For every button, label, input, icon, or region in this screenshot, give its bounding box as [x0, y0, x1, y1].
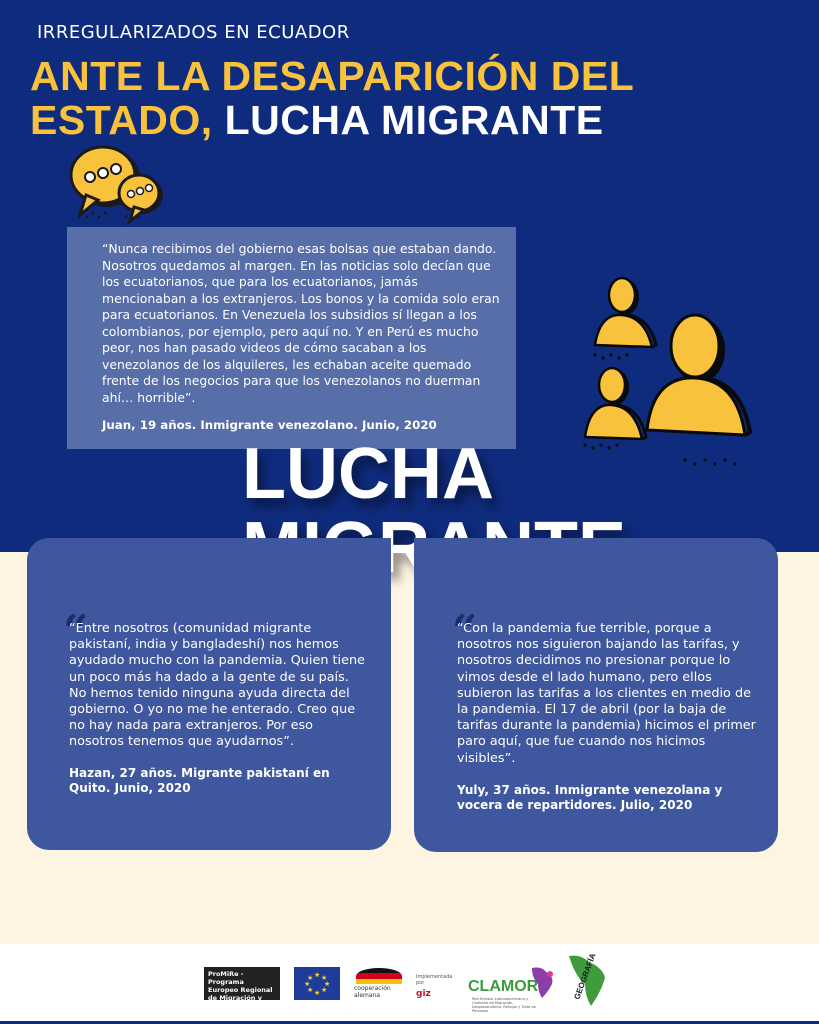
geografia-logo	[565, 952, 615, 1010]
card-left-text: “Entre nosotros (comunidad migrante pakistaní, india y bangladeshí) nos hemos ayudado mucho con la pandemia. Quien tiene un poco más ha dado a la gente de su país. No hemos tenido ninguna ayuda directa del gobierno. O yo no me he enterado. Creo que no hay nada para extranjeros. Por eso nosotros tenemos que ayudarnos”.	[69, 621, 365, 750]
big-title-line1: LUCHA	[242, 434, 494, 514]
quote-card-left	[27, 538, 391, 850]
card-right-author: Yuly, 37 años. Inmigrante venezolana y vocera de repartidores. Julio, 2020	[457, 783, 723, 812]
latin-america-map-icon	[565, 952, 615, 1010]
giz-small-text: Implementada por	[416, 974, 453, 986]
german-flag-icon	[356, 968, 402, 984]
card-right-text: “Con la pandemia fue terrible, porque a nosotros nos siguieron bajando las tarifas, y nosotros decidimos no presionar porque lo vimos desde el lado humano, pero ellos subieron las tarifas a los clientes en medio de la pandemia. El 17 de abril (por la baja de tarifas durante la pandemia) hicimos el primer paro aquí, que fue cuando nos hicimos visibles”.	[457, 621, 756, 766]
giz-text: giz	[416, 989, 431, 999]
giz-logo	[416, 974, 456, 999]
promire-logo: ProMiRe - Programa Europeo Regional de Migración y Refugio	[204, 967, 280, 1000]
headline	[30, 54, 790, 142]
main-quote-box	[67, 227, 516, 449]
kicker: IRREGULARIZADOS EN ECUADOR	[37, 22, 350, 43]
clamor-wordmark: CLAMOR	[468, 978, 539, 995]
chat-bubbles-icon	[66, 143, 166, 228]
headline-yellow-2: ESTADO,	[30, 97, 213, 143]
eu-flag-icon: ★ ★ ★ ★ ★ ★ ★ ★	[294, 967, 340, 1000]
main-quote-text: “Nunca recibimos del gobierno esas bolsas que estaban dando. Nosotros quedamos al margen. En las noticias solo decían que los ecuatorianos, que para los ecuatorianos, jamás mencionaban a los extranjeros. Los bonos y la comida solo eran para ecuatorianos. En Venezuela los subsidios sí llegan a los colombianos, por ejemplo, pero aquí no. Y en Perú es mucho peor, nos han pasado videos de cómo sacaban a los venezolanos de los alquileres, les echaban aceite quemado frente de los negocios para que los venezolanos no duerman ahí… horrible”.	[102, 241, 500, 405]
footer-logos	[0, 952, 819, 1012]
geo-text: GEOGRAFÍA	[572, 952, 598, 1001]
card-left-author: Hazan, 27 años. Migrante pakistaní en Quito. Junio, 2020	[69, 766, 330, 795]
coop-text: cooperación alemana	[354, 985, 391, 999]
quote-card-right	[414, 538, 778, 852]
quote-mark-icon: “	[452, 606, 478, 657]
clamor-logo	[468, 966, 558, 1013]
main-quote-author: Juan, 19 años. Inmigrante venezolano. Junio, 2020	[102, 418, 437, 432]
cooperacion-alemana-logo	[352, 966, 408, 1000]
clamor-subtitle: Red Eclesial Latinoamericana y Caribeña de Migración, Desplazamiento, Refugio y Trata de Personas	[472, 997, 536, 1013]
headline-yellow-1: ANTE LA DESAPARICIÓN DEL	[30, 53, 635, 99]
quote-mark-icon: “	[63, 606, 89, 657]
headline-white: LUCHA MIGRANTE	[212, 97, 604, 143]
